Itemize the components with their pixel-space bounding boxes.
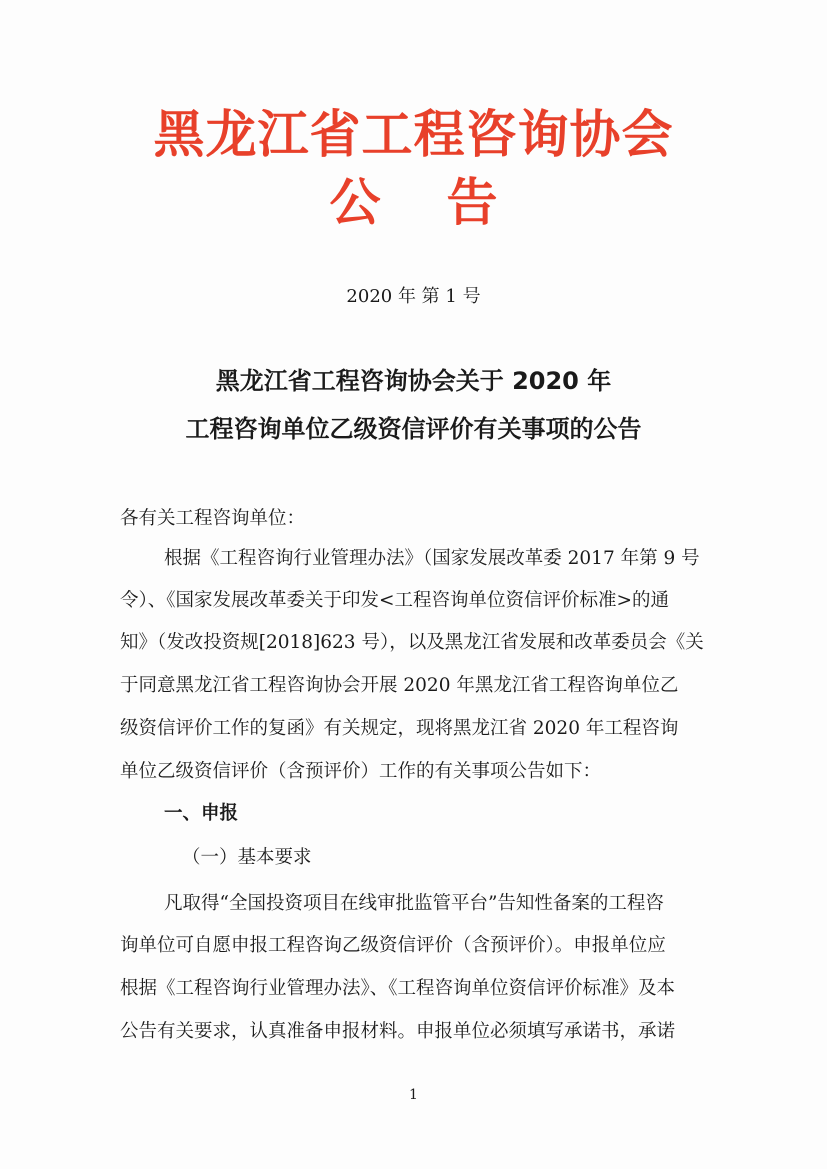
paragraph-2-line-2: 询单位可自愿申报工程咨询乙级资信评价（含预评价）。申报单位应	[120, 935, 666, 956]
document-title-line-1: 黑龙江省工程咨询协会关于 2020 年	[215, 367, 612, 395]
organization-name-header: 黑龙江省工程咨询协会	[153, 106, 674, 165]
subsection-1-heading: （一）基本要求	[182, 847, 312, 868]
page-number: 1	[409, 1087, 418, 1103]
paragraph-2-line-1: 凡取得“全国投资项目在线审批监管平台”告知性备案的工程咨	[164, 893, 664, 914]
paragraph-2-line-3: 根据《工程咨询行业管理办法》、《工程咨询单位资信评价标准》及本	[120, 978, 676, 999]
paragraph-1-line-3: 知》（发改投资规[2018]623 号），以及黑龙江省发展和改革委员会《关	[120, 632, 704, 653]
notice-char-2: 告	[446, 174, 498, 233]
issue-number: 2020 年 第 1 号	[346, 286, 481, 307]
notice-heading	[0, 172, 827, 236]
paragraph-1-line-4: 于同意黑龙江省工程咨询协会开展 2020 年黑龙江省工程咨询单位乙	[120, 675, 679, 696]
paragraph-1-line-1: 根据《工程咨询行业管理办法》（国家发展改革委 2017 年第 9 号	[164, 548, 700, 569]
paragraph-1-line-5: 级资信评价工作的复函》有关规定，现将黑龙江省 2020 年工程咨询	[120, 718, 679, 739]
document-title-line-2: 工程咨询单位乙级资信评价有关事项的公告	[185, 415, 642, 443]
salutation: 各有关工程咨询单位：	[120, 508, 306, 529]
paragraph-2-line-4: 公告有关要求，认真准备申报材料。申报单位必须填写承诺书，承诺	[120, 1021, 676, 1042]
paragraph-1-line-2: 令）、《国家发展改革委关于印发<工程咨询单位资信评价标准>的通	[120, 590, 670, 611]
paragraph-1-line-6: 单位乙级资信评价（含预评价）工作的有关事项公告如下：	[120, 761, 602, 782]
notice-char-1: 公	[329, 174, 381, 233]
section-1-heading: 一、申报	[164, 803, 239, 824]
